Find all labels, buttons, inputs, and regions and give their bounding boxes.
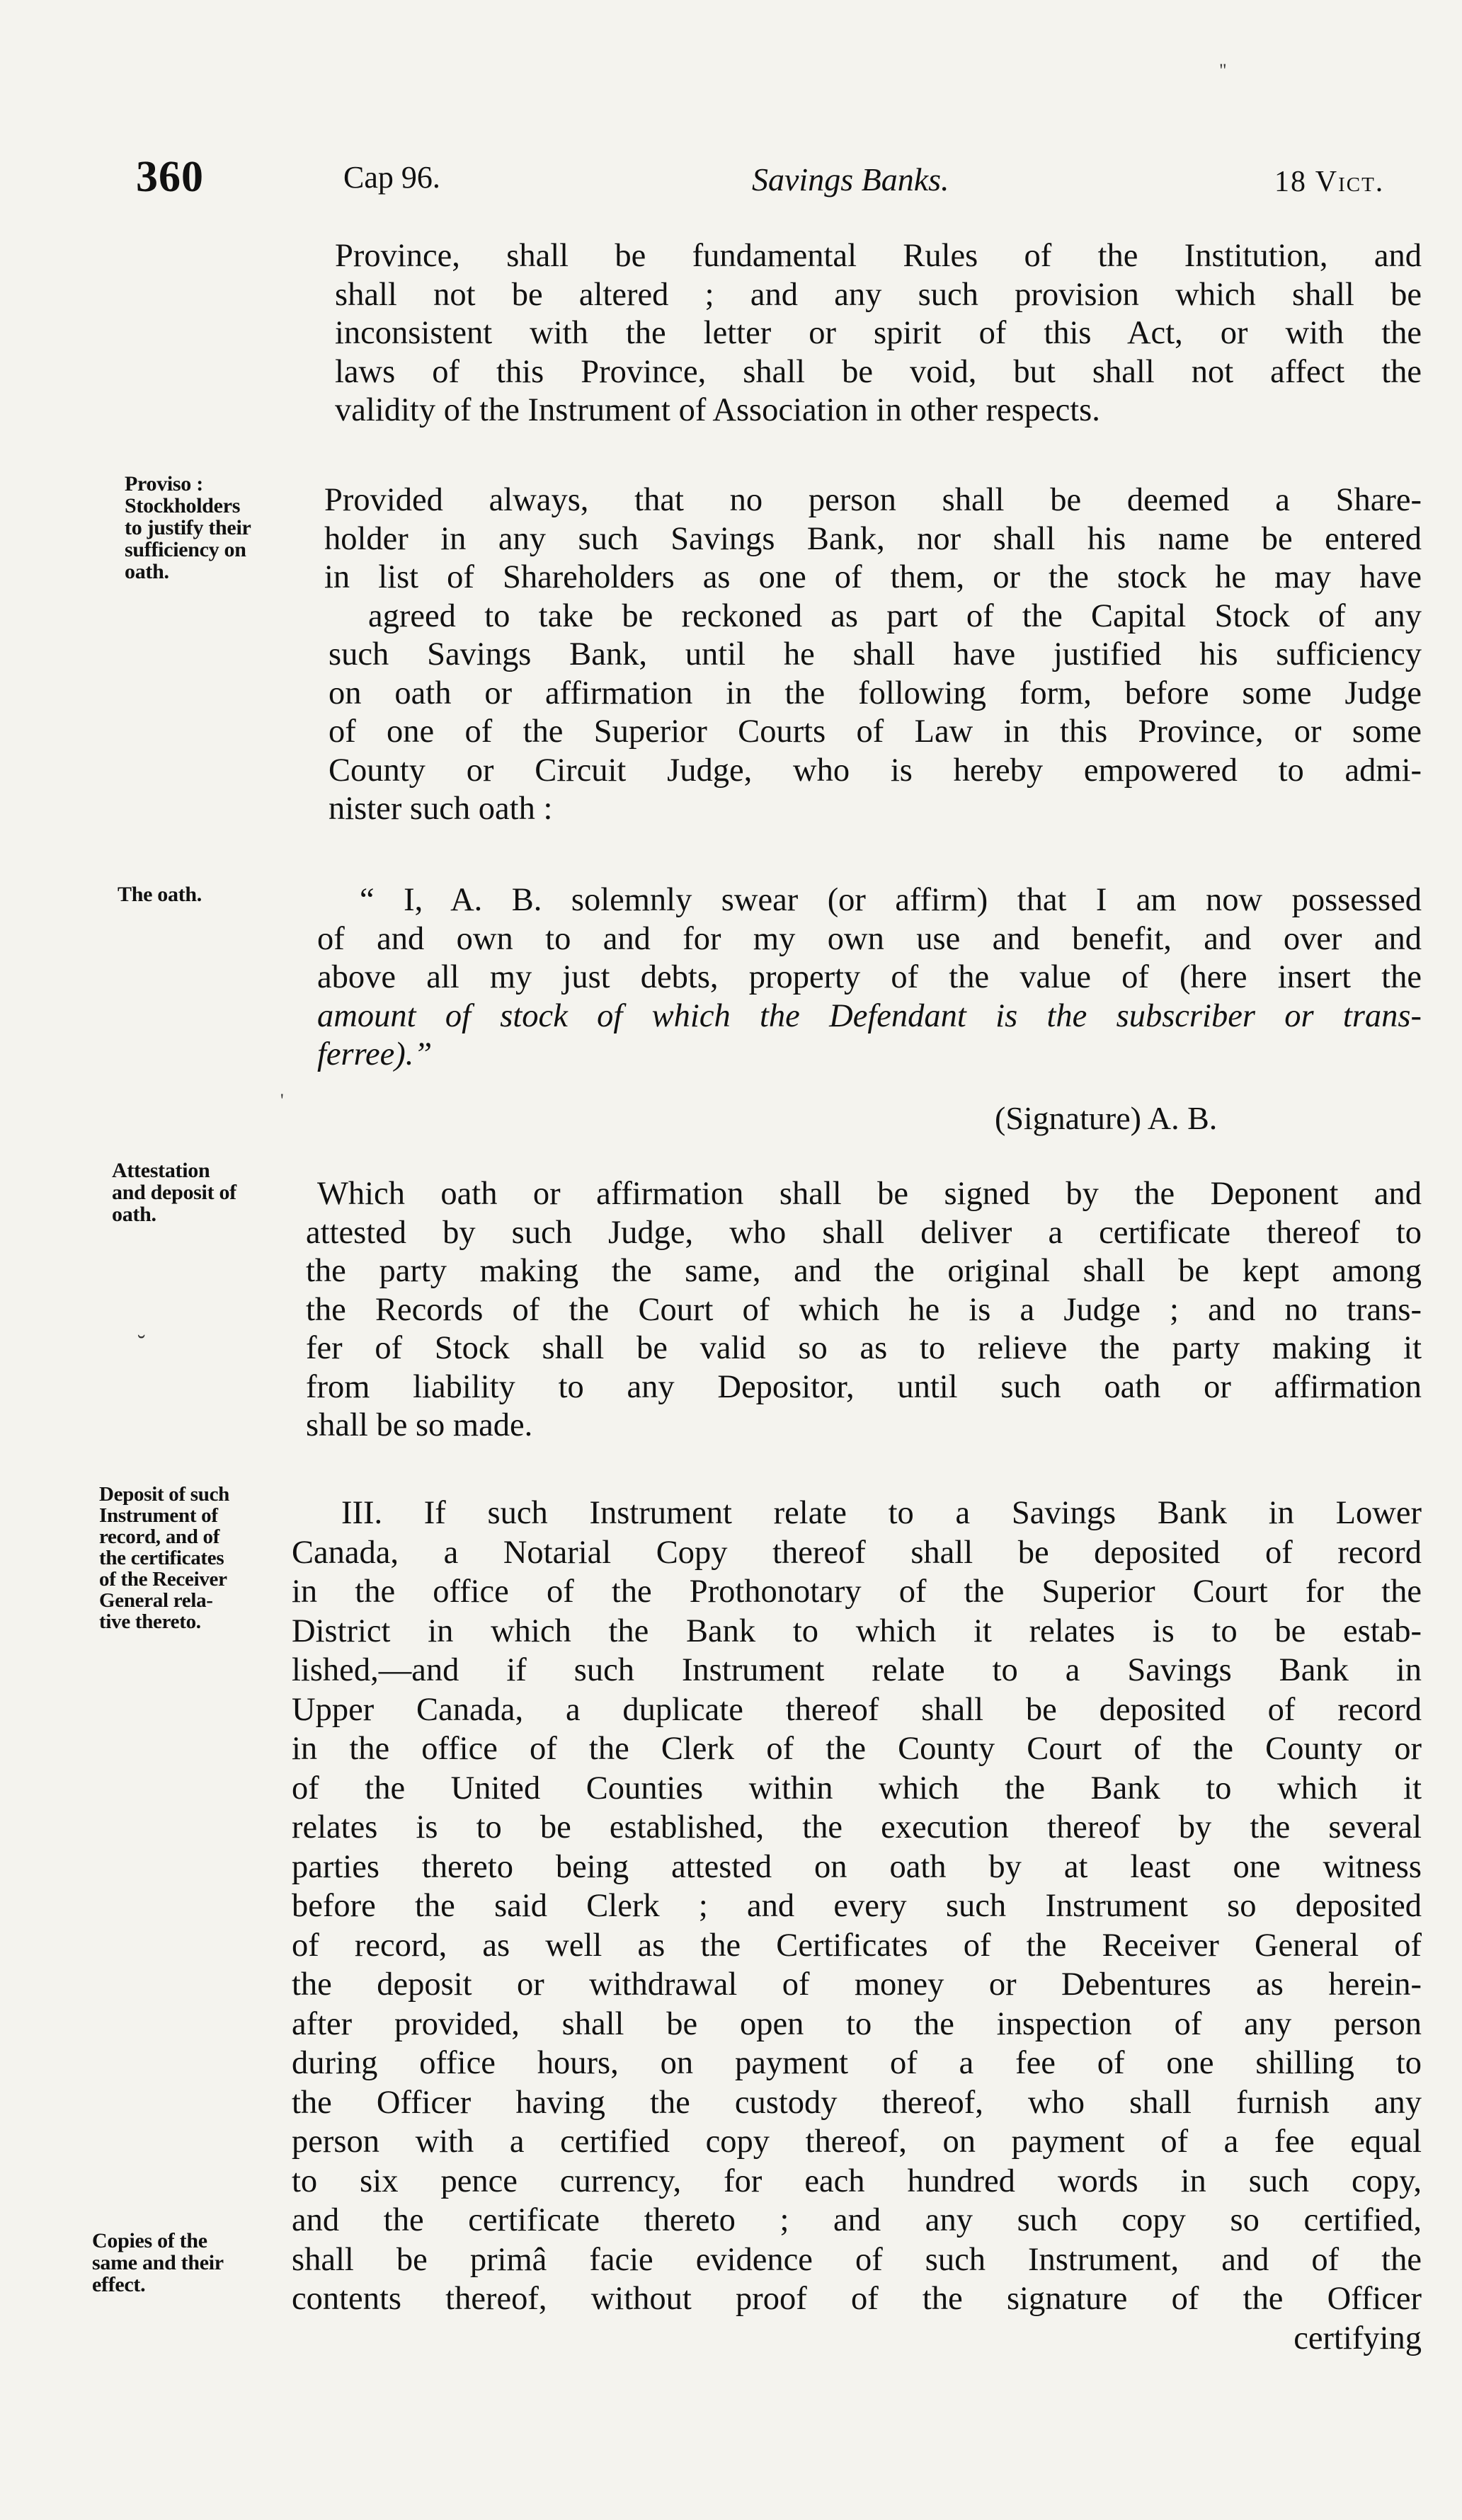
text-line: the Records of the Court of which he is a Judge ; and no trans- (306, 1291, 1422, 1328)
regnal-year: 18 Vict. (1274, 166, 1385, 198)
margin-tick-mark: " (1219, 60, 1227, 81)
text-line: of record, as well as the Certificates of the Receiver General of (292, 1927, 1422, 1964)
side-note-line: oath. (112, 1203, 156, 1226)
text-line: lished,—and if such Instrument relate to a Savings Bank in (292, 1652, 1422, 1688)
text-line: validity of the Instrument of Association in other respects. (335, 392, 1100, 428)
text-line: Canada, a Notarial Copy thereof shall be deposited of record (292, 1534, 1422, 1571)
text-line: relates is to be established, the execution thereof by the several (292, 1809, 1422, 1845)
text-line: III. If such Instrument relate to a Savings Bank in Lower (341, 1495, 1422, 1531)
catchword: certifying (1293, 2320, 1422, 2356)
text-line: in list of Shareholders as one of them, or the stock he may have (324, 559, 1422, 595)
side-note-line: same and their (92, 2251, 224, 2274)
text-line: Which oath or affirmation shall be signed by the Deponent and (317, 1176, 1422, 1212)
text-line: inconsistent with the letter or spirit of this Act, or with the (335, 315, 1422, 351)
side-note-line: sufficiency on (125, 538, 246, 561)
text-line: shall be primâ facie evidence of such Instrument, and of the (292, 2241, 1422, 2278)
text-line: the Officer having the custody thereof, who shall furnish any (292, 2084, 1422, 2121)
text-line: of one of the Superior Courts of Law in this Province, or some (329, 714, 1422, 750)
side-note-line: oath. (125, 560, 169, 583)
margin-tick-mark: ' (280, 1090, 284, 1111)
paragraph-section-iii (292, 1494, 1422, 2358)
page-number: 360 (136, 153, 204, 201)
side-note-line: Proviso : (125, 472, 203, 496)
text-line: from liability to any Depositor, until such oath or affirmation (306, 1368, 1422, 1405)
text-line: on oath or affirmation in the following form, before some Judge (329, 675, 1422, 711)
running-title: Savings Banks. (752, 161, 949, 197)
paragraph-continuation (335, 237, 1422, 430)
side-note-line: Attestation (112, 1159, 210, 1182)
text-line: laws of this Province, shall be void, but shall not affect the (335, 353, 1422, 390)
text-line: District in which the Bank to which it relates is to be estab- (292, 1613, 1422, 1649)
text-line: holder in any such Savings Bank, nor shall his name be entered (324, 520, 1422, 557)
side-note-deposit (99, 1484, 229, 1632)
text-line: agreed to take be reckoned as part of the Capital Stock of any (368, 597, 1422, 634)
text-line: Provided always, that no person shall be deemed a Share- (324, 482, 1422, 518)
text-line: of and own to and for my own use and benefit, and over and (317, 920, 1422, 957)
text-line: before the said Clerk ; and every such Instrument so deposited (292, 1888, 1422, 1924)
oath-signature: (Signature) A. B. (995, 1100, 1218, 1136)
side-note-line: effect. (92, 2273, 146, 2296)
text-line: attested by such Judge, who shall deliver a certificate thereof to (306, 1214, 1422, 1251)
text-line: after provided, shall be open to the inspection of any person (292, 2005, 1422, 2042)
side-note-line: Deposit of such (99, 1483, 230, 1506)
text-line: to six pence currency, for each hundred words in such copy, (292, 2163, 1422, 2199)
side-note-line: General rela- (99, 1589, 213, 1612)
margin-tick-mark: ˘ (137, 1331, 146, 1357)
text-line: of the United Counties within which the Bank to which it (292, 1770, 1422, 1806)
side-note-line: to justify their (125, 516, 251, 539)
paragraph-attestation (306, 1175, 1422, 1445)
text-line: person with a certified copy thereof, on payment of a fee equal (292, 2124, 1422, 2160)
text-line: shall be so made. (306, 1407, 533, 1443)
text-line: amount of stock of which the Defendant is the subscriber or trans- (317, 997, 1422, 1034)
side-note-line: record, and of (99, 1525, 220, 1548)
side-note-proviso (125, 473, 251, 583)
text-line: Province, shall be fundamental Rules of the Institution, and (335, 238, 1422, 274)
running-header (0, 152, 1462, 209)
text-line: such Savings Bank, until he shall have justified his sufficiency (329, 636, 1422, 672)
text-line: nister such oath : (329, 791, 553, 827)
side-note-line: of the Receiver (99, 1568, 227, 1591)
side-note-oath (118, 883, 202, 905)
side-note-line: Stockholders (125, 494, 241, 517)
side-note-line: Instrument of (99, 1504, 218, 1527)
paragraph-proviso (324, 481, 1422, 829)
side-note-attestation (112, 1159, 236, 1225)
text-line: fer of Stock shall be valid so as to relieve the party making it (306, 1330, 1422, 1366)
text-line: parties thereto being attested on oath by at least one witness (292, 1848, 1422, 1885)
text-line: in the office of the Clerk of the County Court of the County or (292, 1731, 1422, 1767)
text-line: County or Circuit Judge, who is hereby empowered to admi- (329, 752, 1422, 789)
text-line: above all my just debts, property of the value of (here insert the (317, 959, 1422, 995)
text-line: during office hours, on payment of a fee of one shilling to (292, 2045, 1422, 2081)
side-note-line: Copies of the (92, 2229, 207, 2252)
side-note-line: and deposit of (112, 1181, 236, 1204)
text-line: in the office of the Prothonotary of the Superior Court for the (292, 1574, 1422, 1610)
side-note-copies (92, 2230, 224, 2296)
text-line: shall not be altered ; and any such provision which shall be (335, 276, 1422, 313)
text-line: “ I, A. B. solemnly swear (or affirm) that I am now possessed (360, 882, 1422, 918)
paragraph-oath (317, 881, 1422, 1075)
side-note-line: The oath. (118, 883, 202, 906)
text-line: ferree).” (317, 1036, 433, 1072)
text-line: the deposit or withdrawal of money or Debentures as herein- (292, 1966, 1422, 2003)
text-line: the party making the same, and the original shall be kept among (306, 1253, 1422, 1289)
side-note-line: the certificates (99, 1547, 224, 1569)
side-note-line: tive thereto. (99, 1610, 201, 1633)
text-line: Upper Canada, a duplicate thereof shall be deposited of record (292, 1691, 1422, 1728)
text-line: and the certificate thereto ; and any such copy so certified, (292, 2202, 1422, 2238)
text-line: contents thereof, without proof of the signature of the Officer (292, 2281, 1422, 2317)
chapter-number: Cap 96. (343, 160, 440, 195)
